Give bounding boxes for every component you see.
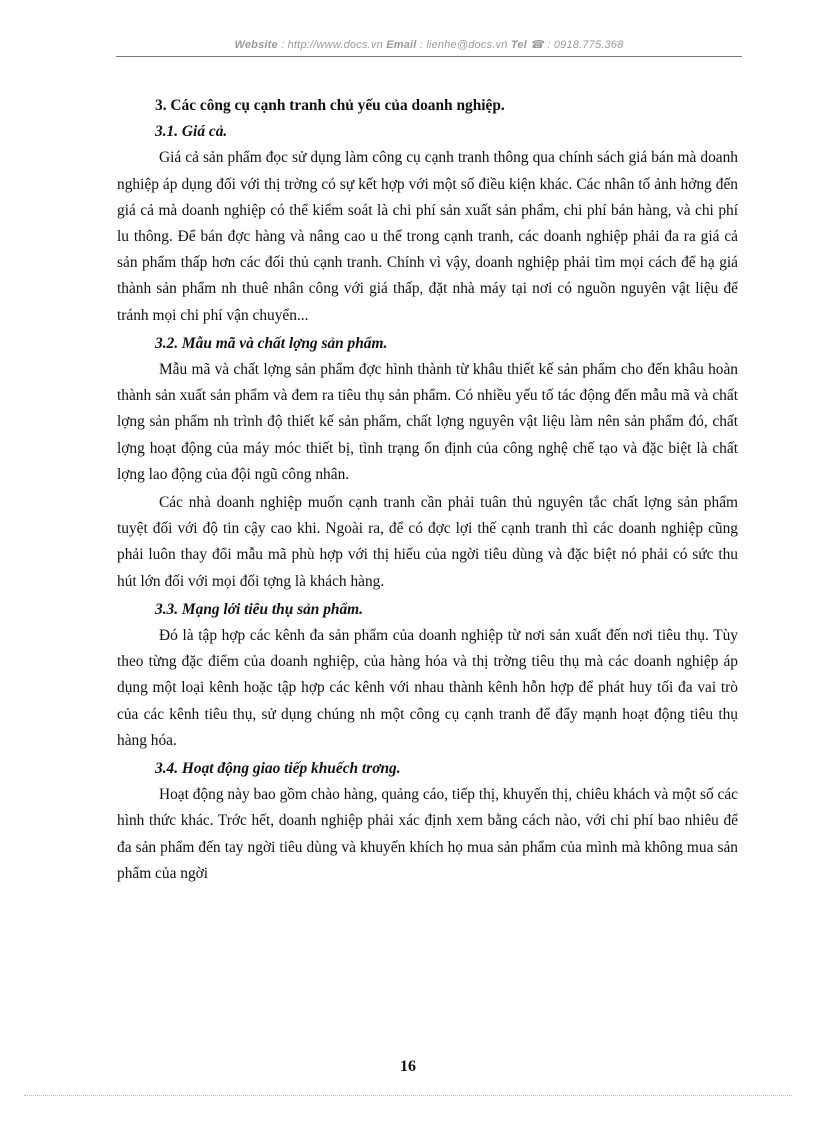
subsection-title-distribution: 3.3. Mạng lới tiêu thụ sản phẩm.	[155, 600, 363, 618]
page-header	[116, 38, 742, 51]
paragraph-design-quality-1: Mẫu mã và chất lợng sản phẩm đợc hình thành từ khâu thiết kế sản phẩm cho đến khâu hoàn thành sản xuất sản phẩm và đem ra tiêu thụ sản phẩm. Có nhiều yếu tố tác động đến mẫu mã và chất lợng sản phẩm nh trình độ thiết kế sản phẩm, chất lợng nguyên vật liệu làm nên sản phẩm đó, chất lợng hoạt động của máy móc thiết bị, tình trạng ổn định của công nghệ chế tạo và đặc biệt là chất lợng lao động của đội ngũ công nhân.	[117, 361, 738, 483]
subsection-title-promotion: 3.4. Hoạt động giao tiếp khuếch trơng.	[155, 760, 401, 778]
subsection-title-price: 3.1. Giá cả.	[155, 123, 228, 141]
section-title: 3. Các công cụ cạnh tranh chủ yếu của doanh nghiệp.	[155, 97, 505, 114]
tel-label: Tel	[510, 39, 527, 51]
page-number: 16	[400, 1058, 416, 1075]
website-label: Website	[234, 39, 278, 51]
website-value: : http://www.docs.vn	[277, 39, 387, 51]
email-label: Email	[386, 39, 417, 51]
tel-value: ☎ : 0918.775.368	[526, 39, 624, 51]
subsection-title-design-quality: 3.2. Mẫu mã và chất lợng sản phẩm.	[155, 334, 388, 352]
header-divider	[116, 56, 742, 57]
email-value: : lienhe@docs.vn	[416, 39, 511, 51]
document-body	[117, 93, 738, 887]
paragraph-promotion: Hoạt động này bao gồm chào hàng, quảng cáo, tiếp thị, khuyến thị, chiêu khách và một số các hình thức khác. Trớc hết, doanh nghiệp phải xác định xem bằng cách nào, với chi phí bao nhiêu để đa sản phẩm đến tay ngời tiêu dùng và khuyến khích họ mua sản phẩm của mình mà không mua sản phẩm của ngời	[117, 786, 738, 882]
paragraph-design-quality-2: Các nhà doanh nghiệp muốn cạnh tranh cần phải tuân thủ nguyên tắc chất lợng sản phẩm tuyệt đối với độ tin cậy cao khi. Ngoài ra, để có đợc lợi thế cạnh tranh thì các doanh nghiệp cũng phải luôn thay đổi mẫu mã phù hợp với thị hiếu của ngời tiêu dùng và đặc biệt nó phải có sức thu hút lớn đối với mọi đối tợng là khách hàng.	[117, 494, 738, 590]
paragraph-distribution: Đó là tập hợp các kênh đa sản phẩm của doanh nghiệp từ nơi sản xuất đến nơi tiêu thụ. Tùy theo từng đặc điểm của doanh nghiệp, của hàng hóa và thị trờng tiêu thụ mà các doanh nghiệp áp dụng một loại kênh hoặc tập hợp các kênh với nhau thành kênh hỗn hợp để phát huy tối đa vai trò của các kênh tiêu thụ, sử dụng chúng nh một công cụ cạnh tranh để đẩy mạnh hoạt động tiêu thụ hàng hóa.	[117, 627, 738, 749]
paragraph-price: Giá cả sản phẩm đọc sử dụng làm công cụ cạnh tranh thông qua chính sách giá bán mà doanh nghiệp áp dụng đối với thị trờng có sự kết hợp với một số điều kiện khác. Các nhân tố ảnh hởng đến giá cả mà doanh nghiệp có thể kiểm soát là chi phí sản xuất sản phẩm, chi phí bán hàng, và chi phí lu thông. Để bán đợc hàng và nâng cao u thế trong cạnh tranh, các doanh nghiệp phải đa ra giá cả sản phẩm thấp hơn các đối thủ cạnh tranh. Chính vì vậy, doanh nghiệp phải tìm mọi cách để hạ giá thành sản phẩm nh thuê nhân công với giá thấp, đặt nhà máy tại nơi có nguồn nguyên vật liệu để tránh mọi chi phí vận chuyển...	[117, 149, 738, 324]
footer-divider	[24, 1095, 792, 1096]
